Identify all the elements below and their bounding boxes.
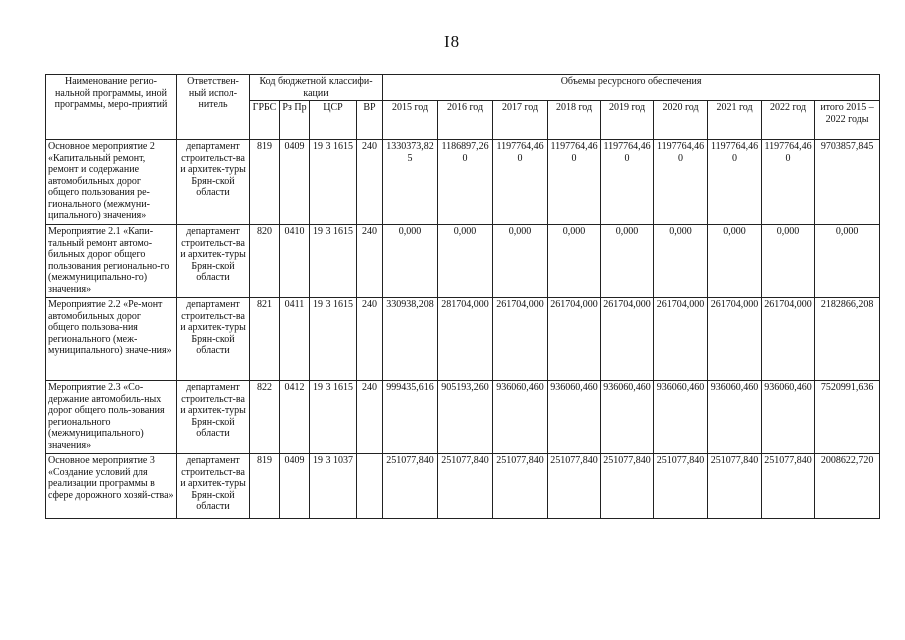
row-responsible: департамент строительст-ва и архитек-туры Брян-ской области xyxy=(177,298,250,381)
row-rzpr: 0410 xyxy=(280,225,310,298)
row-value: 0,000 xyxy=(762,225,815,298)
row-grbs: 819 xyxy=(250,454,280,519)
header-year: 2022 год xyxy=(762,101,815,140)
row-value: 1330373,825 xyxy=(383,140,438,225)
row-rzpr: 0412 xyxy=(280,381,310,454)
row-csr: 19 3 1037 xyxy=(310,454,357,519)
row-value: 936060,460 xyxy=(601,381,654,454)
row-grbs: 822 xyxy=(250,381,280,454)
row-value: 1197764,460 xyxy=(708,140,762,225)
row-vr: 240 xyxy=(357,225,383,298)
row-total: 0,000 xyxy=(815,225,880,298)
row-vr xyxy=(357,454,383,519)
row-responsible: департамент строительст-ва и архитек-туры Брян-ской области xyxy=(177,225,250,298)
row-value: 1197764,460 xyxy=(493,140,548,225)
row-value: 936060,460 xyxy=(493,381,548,454)
row-value: 330938,208 xyxy=(383,298,438,381)
row-value: 936060,460 xyxy=(654,381,708,454)
row-value: 251077,840 xyxy=(438,454,493,519)
row-value: 0,000 xyxy=(438,225,493,298)
row-value: 0,000 xyxy=(383,225,438,298)
header-grbs: ГРБС xyxy=(250,101,280,140)
row-rzpr: 0411 xyxy=(280,298,310,381)
row-value: 0,000 xyxy=(548,225,601,298)
row-rzpr: 0409 xyxy=(280,454,310,519)
header-year: 2016 год xyxy=(438,101,493,140)
row-csr: 19 3 1615 xyxy=(310,381,357,454)
row-name: Мероприятие 2.3 «Со-держание автомобиль-ных дорог общего поль-зования регионального (межмуниципального) значения» xyxy=(46,381,177,454)
header-total: итого 2015 – 2022 годы xyxy=(815,101,880,140)
row-value: 251077,840 xyxy=(383,454,438,519)
row-value: 936060,460 xyxy=(762,381,815,454)
row-responsible: департамент строительст-ва и архитек-туры Брян-ской области xyxy=(177,381,250,454)
row-value: 1186897,260 xyxy=(438,140,493,225)
header-responsible: Ответствен-ный испол-нитель xyxy=(177,75,250,140)
row-total: 2008622,720 xyxy=(815,454,880,519)
header-year: 2017 год xyxy=(493,101,548,140)
header-csr: ЦСР xyxy=(310,101,357,140)
table-row xyxy=(46,140,880,225)
row-value: 251077,840 xyxy=(762,454,815,519)
row-vr: 240 xyxy=(357,140,383,225)
row-value: 251077,840 xyxy=(601,454,654,519)
row-vr: 240 xyxy=(357,298,383,381)
row-name: Основное мероприятие 2 «Капитальный ремонт, ремонт и содержание автомобильных дорог общего пользования ре-гионального (межмуни-ципального) значения» xyxy=(46,140,177,225)
row-responsible: департамент строительст-ва и архитек-туры Брян-ской области xyxy=(177,140,250,225)
header-year: 2019 год xyxy=(601,101,654,140)
header-name: Наименование регио-нальной программы, иной программы, меро-приятий xyxy=(46,75,177,140)
row-value: 936060,460 xyxy=(548,381,601,454)
row-name: Основное мероприятие 3 «Создание условий для реализации программы в сфере дорожного хозяй-ства» xyxy=(46,454,177,519)
header-resources: Объемы ресурсного обеспечения xyxy=(383,75,880,101)
row-value: 261704,000 xyxy=(762,298,815,381)
row-value: 281704,000 xyxy=(438,298,493,381)
table-row xyxy=(46,381,880,454)
table-row xyxy=(46,298,880,381)
row-value: 251077,840 xyxy=(708,454,762,519)
row-value: 251077,840 xyxy=(493,454,548,519)
row-value: 261704,000 xyxy=(708,298,762,381)
header-vr: ВР xyxy=(357,101,383,140)
row-value: 1197764,460 xyxy=(654,140,708,225)
row-rzpr: 0409 xyxy=(280,140,310,225)
row-value: 0,000 xyxy=(708,225,762,298)
row-total: 9703857,845 xyxy=(815,140,880,225)
row-value: 251077,840 xyxy=(548,454,601,519)
row-name: Мероприятие 2.1 «Капи-тальный ремонт автомо-бильных дорог общего пользования регионально-го (межмуниципально-го) значения» xyxy=(46,225,177,298)
row-value: 261704,000 xyxy=(601,298,654,381)
row-value: 261704,000 xyxy=(548,298,601,381)
row-value: 1197764,460 xyxy=(601,140,654,225)
header-year: 2020 год xyxy=(654,101,708,140)
resource-table xyxy=(45,74,880,519)
row-value: 999435,616 xyxy=(383,381,438,454)
table-row xyxy=(46,225,880,298)
row-grbs: 821 xyxy=(250,298,280,381)
row-grbs: 820 xyxy=(250,225,280,298)
row-total: 7520991,636 xyxy=(815,381,880,454)
row-grbs: 819 xyxy=(250,140,280,225)
row-value: 251077,840 xyxy=(654,454,708,519)
header-budget-code: Код бюджетной классифи-кации xyxy=(250,75,383,101)
row-value: 0,000 xyxy=(493,225,548,298)
row-value: 936060,460 xyxy=(708,381,762,454)
page-number: I8 xyxy=(444,32,461,51)
row-total: 2182866,208 xyxy=(815,298,880,381)
table-row xyxy=(46,454,880,519)
header-year: 2018 год xyxy=(548,101,601,140)
row-value: 0,000 xyxy=(654,225,708,298)
row-value: 1197764,460 xyxy=(548,140,601,225)
row-value: 261704,000 xyxy=(654,298,708,381)
row-value: 0,000 xyxy=(601,225,654,298)
row-responsible: департамент строительст-ва и архитек-туры Брян-ской области xyxy=(177,454,250,519)
row-value: 261704,000 xyxy=(493,298,548,381)
row-vr: 240 xyxy=(357,381,383,454)
header-year: 2015 год xyxy=(383,101,438,140)
row-value: 905193,260 xyxy=(438,381,493,454)
header-year: 2021 год xyxy=(708,101,762,140)
row-value: 1197764,460 xyxy=(762,140,815,225)
header-rzpr: Рз Пр xyxy=(280,101,310,140)
row-csr: 19 3 1615 xyxy=(310,140,357,225)
row-csr: 19 3 1615 xyxy=(310,225,357,298)
row-csr: 19 3 1615 xyxy=(310,298,357,381)
row-name: Мероприятие 2.2 «Ре-монт автомобильных дорог общего пользова-ния регионального (меж-муниципального) значе-ния» xyxy=(46,298,177,381)
